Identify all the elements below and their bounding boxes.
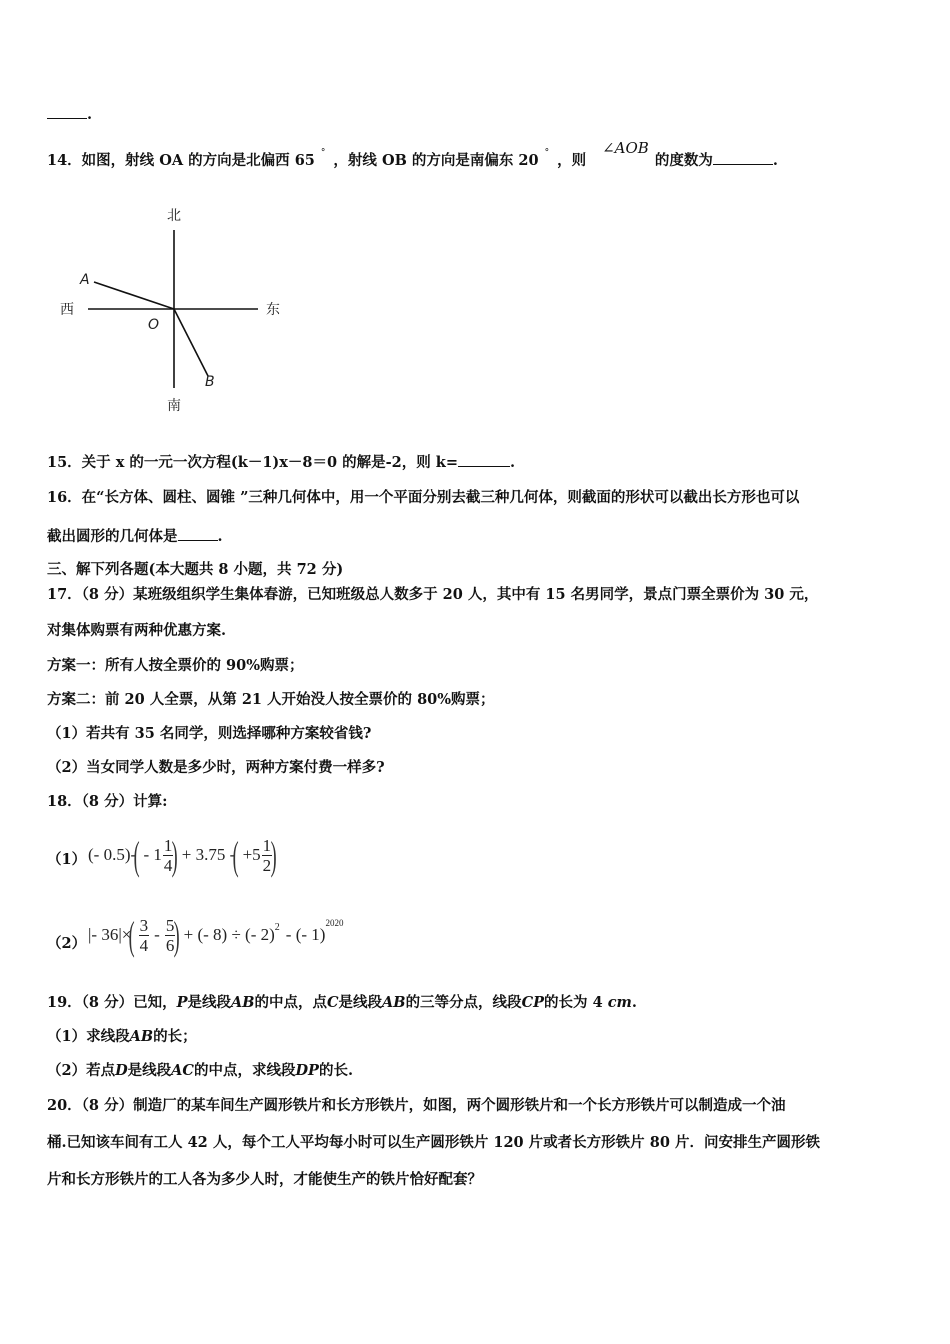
top-answer-blank: . (47, 104, 92, 125)
answer-blank (178, 526, 218, 541)
answer-blank (458, 452, 510, 467)
plan-one: 方案一：所有人按全票价的 90%购票； (47, 657, 304, 674)
question-16-line-2: 截出圆形的几何体是 . (47, 528, 223, 545)
ray-ob (174, 309, 208, 376)
question-17-sub-2: （2）当女同学人数是多少时，两种方案付费一样多? (47, 759, 385, 776)
question-17-line-1: 17．（8 分）某班级组织学生集体春游，已知班级总人数多于 20 人，其中有 15 名男同学，景点门票全票价为 30 元， (47, 586, 819, 603)
point-o-label: O (148, 317, 160, 333)
expression-2: |- 36|× ( $\frac{3}{4}$ - $\frac{5}{6}$ ) + (- 8) ÷ (- 2) $^2$ - (- 1) $^{2020}$ (88, 912, 344, 958)
point-b-label: B (205, 374, 215, 390)
question-20-line-3: 片和长方形铁片的工人各为多少人时，才能使生产的铁片恰好配套？ (47, 1171, 482, 1188)
point-a-label: A (80, 272, 90, 288)
degree-mark: ° (544, 148, 550, 158)
question-19: 19．（8 分）已知，P是线段AB的中点，点C是线段AB的三等分点，线段CP的长为 4 cm. (47, 994, 637, 1011)
fraction: $\frac{3}{4}$ (139, 915, 149, 955)
question-18-part-1-label: （1） (47, 851, 87, 868)
plan-two: 方案二：前 20 人全票，从第 21 人开始没人按全票价的 80%购票； (47, 691, 495, 708)
question-17-sub-1: （1）若共有 35 名同学，则选择哪种方案较省钱? (47, 725, 372, 742)
question-16-line-1: 16．在“长方体、圆柱、圆锥 ”三种几何体中，用一个平面分别去截三种几何体，则截面的形状可以截出长方形也可以 (47, 489, 800, 506)
south-label: 南 (167, 398, 181, 414)
exponent: 2020 (325, 918, 344, 928)
section-3-title: 三、解下列各题(本大题共 8 小题，共 72 分) (47, 561, 344, 578)
north-label: 北 (167, 208, 181, 224)
question-19-sub-1: （1）求线段AB的长； (47, 1028, 197, 1045)
question-20-line-1: 20．（8 分）制造厂的某车间生产圆形铁片和长方形铁片，如图，两个圆形铁片和一个长方形铁片可以制造成一个油 (47, 1097, 786, 1114)
question-18-part-2-label: （2） (47, 935, 87, 952)
question-18-title: 18．（8 分）计算: (47, 793, 168, 810)
question-17-line-2: 对集体购票有两种优惠方案. (47, 622, 227, 639)
expression-1: (- 0.5)- ( - 1 $\frac{1}{4}$ ) + 3.75 - ( +5 $\frac{1}{2}$ ) (88, 832, 277, 878)
fraction: $\frac{1}{4}$ (163, 835, 173, 875)
compass-diagram (50, 200, 310, 420)
fraction: $\frac{5}{6}$ (165, 915, 175, 955)
question-20-line-2: 桶.已知该车间有工人 42 人，每个工人平均每小时可以生产圆形铁片 120 片或者长方形铁片 80 片．问安排生产圆形铁 (47, 1134, 820, 1151)
question-14: 14．如图，射线 OA 的方向是北偏西 65 ° ，射线 OB 的方向是南偏东 20 ° ，则∠AOB的度数为 . (47, 139, 778, 169)
answer-blank (713, 150, 773, 165)
east-label: 东 (266, 302, 280, 318)
angle-aob: ∠AOB (602, 139, 649, 157)
degree-mark: ° (320, 148, 326, 158)
fraction: $\frac{1}{2}$ (262, 835, 272, 875)
question-19-sub-2: （2）若点D是线段AC的中点，求线段DP的长. (47, 1062, 354, 1079)
question-15: 15．关于 x 的一元一次方程(k－1)x－8＝0 的解是-2，则 k= . (47, 454, 516, 471)
ray-oa (94, 282, 174, 309)
exponent: 2 (274, 921, 280, 933)
west-label: 西 (60, 302, 74, 318)
